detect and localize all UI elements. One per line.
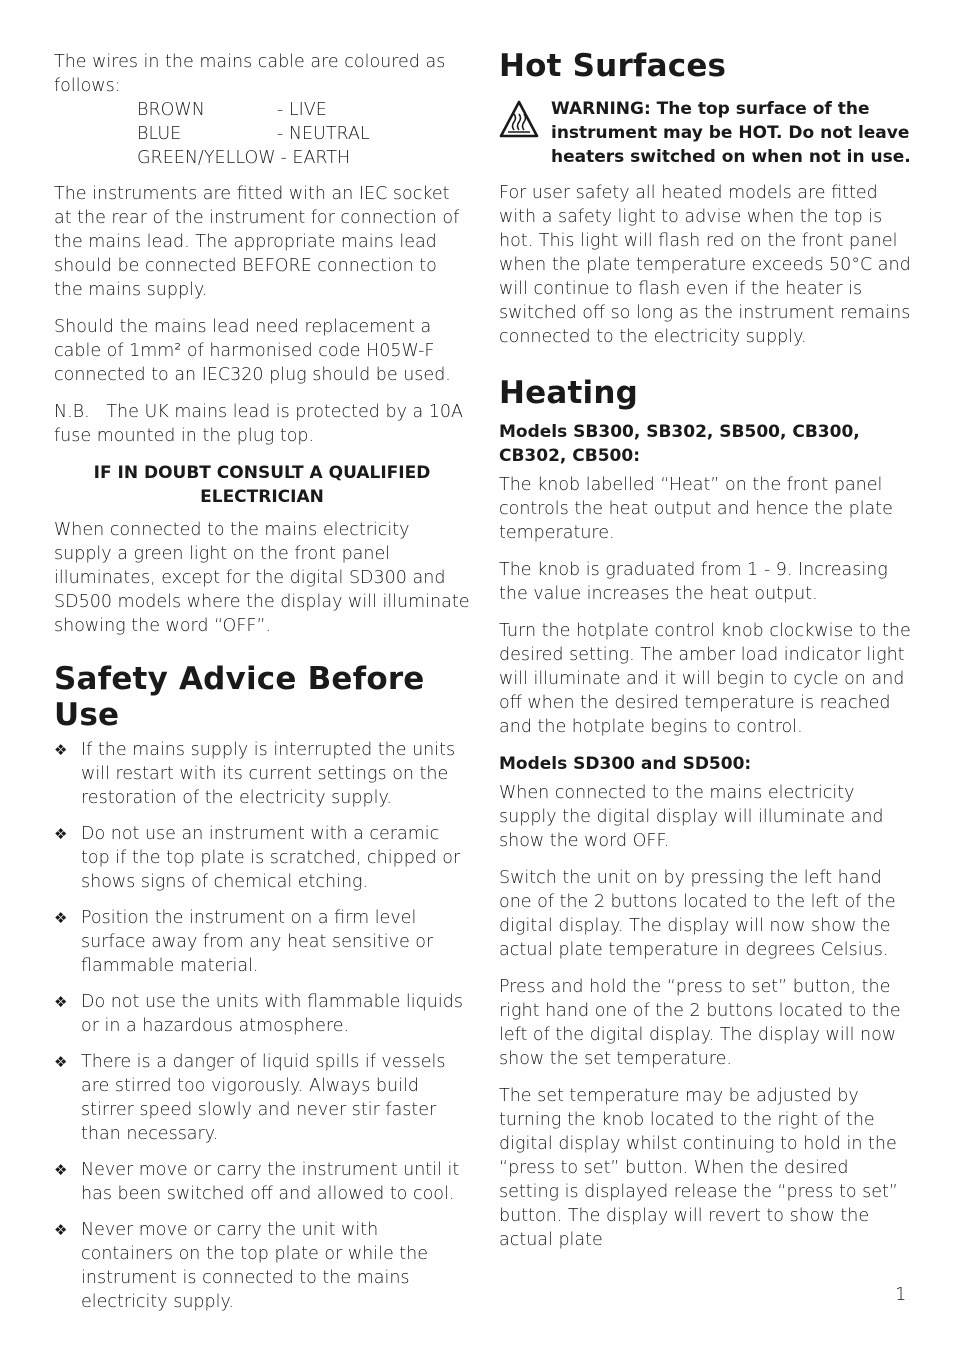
wires-intro: The wires in the mains cable are coloured as follows:: [54, 52, 446, 96]
safety-bullet-item: [54, 1218, 470, 1314]
bullet-diamond-icon: ❖: [54, 1161, 68, 1179]
safety-bullet-text: If the mains supply is interrupted the units will restart with its current settings on the restoration of the electricity supply.: [81, 740, 456, 808]
heat-knob-paragraph: The knob labelled “Heat” on the front panel controls the heat output and hence the plate temperature.: [499, 475, 893, 543]
turn-knob-paragraph: Turn the hotplate control knob clockwise to the desired setting. The amber load indicator light will illuminate and it will begin to cycle on and off when the desired temperature is reached and the hotplate begins to control.: [499, 621, 911, 737]
safety-bullet-list: [54, 738, 470, 1314]
safety-bullet-item: [54, 990, 470, 1038]
warning-text: WARNING: The top surface of the instrument may be HOT. Do not leave heaters switched on when not in use.: [551, 99, 911, 167]
wire-colour: BLUE: [137, 124, 182, 144]
wire-role: - LIVE: [277, 100, 327, 120]
iec-socket-paragraph: The instruments are fitted with an IEC socket at the rear of the instrument for connection of the mains lead. The appropriate mains lead should be connected BEFORE connection to the mains supply.: [54, 184, 460, 300]
safety-bullet-text: There is a danger of liquid spills if vessels are stirred too vigorously. Always build stirrer speed slowly and never stir faster than necessary.: [81, 1052, 446, 1144]
right-column: [499, 48, 913, 1265]
heating-heading: Heating: [499, 375, 638, 411]
left-column: [54, 50, 470, 1326]
warning-block: [499, 97, 913, 169]
digital-display-paragraph: When connected to the mains electricity supply the digital display will illuminate and show the word OFF.: [499, 783, 884, 851]
press-to-set-paragraph: Press and hold the “press to set” button, the right hand one of the 2 buttons located to the left of the digital display. The display will now show the set temperature.: [499, 977, 901, 1069]
hot-surfaces-heading: Hot Surfaces: [499, 48, 727, 84]
wire-row-brown: [137, 98, 470, 122]
bullet-diamond-icon: ❖: [54, 909, 68, 927]
safety-bullet-item: [54, 738, 470, 810]
safety-bullet-text: Position the instrument on a firm level surface away from any heat sensitive or flammable material.: [81, 908, 434, 976]
consult-electrician-notice: IF IN DOUBT CONSULT A QUALIFIED ELECTRICIAN: [93, 463, 431, 507]
bullet-diamond-icon: ❖: [54, 1221, 68, 1239]
wire-colour: GREEN/YELLOW: [137, 148, 276, 168]
safety-bullet-text: Do not use the units with flammable liquids or in a hazardous atmosphere.: [81, 992, 463, 1036]
wire-role: - EARTH: [280, 148, 351, 168]
wire-colour: BROWN: [137, 100, 205, 120]
adjust-temperature-paragraph: The set temperature may be adjusted by turning the knob located to the right of the digital display whilst continuing to hold in the “press to set” button. When the desired setting is displayed release the “press to set” button. The display will revert to show the actual plate: [499, 1086, 898, 1250]
safety-bullet-item: [54, 1050, 470, 1146]
hot-surface-warning-icon: [499, 97, 551, 169]
safety-bullet-text: Do not use an instrument with a ceramic top if the top plate is scratched, chipped or shows signs of chemical etching.: [81, 824, 461, 892]
bullet-diamond-icon: ❖: [54, 825, 68, 843]
safety-bullet-text: Never move or carry the instrument until it has been switched off and allowed to cool.: [81, 1160, 460, 1204]
wire-role: - NEUTRAL: [277, 124, 370, 144]
bullet-diamond-icon: ❖: [54, 741, 68, 759]
switch-on-paragraph: Switch the unit on by pressing the left hand one of the 2 buttons located to the left of the digital display. The display will now show the actual plate temperature in degrees Celsius.: [499, 868, 896, 960]
bullet-diamond-icon: ❖: [54, 1053, 68, 1071]
safety-heading: Safety Advice Before Use: [54, 661, 425, 733]
page-number: 1: [895, 1284, 907, 1305]
safety-bullet-item: [54, 1158, 470, 1206]
safety-bullet-text: Never move or carry the unit with containers on the top plate or while the instrument is connected to the mains electricity supply.: [81, 1220, 429, 1312]
green-light-paragraph: When connected to the mains electricity supply a green light on the front panel illuminates, except for the digital SD300 and SD500 models where the display will illuminate showing the word “OFF”.: [54, 520, 470, 636]
replacement-paragraph: Should the mains lead need replacement a cable of 1mm² of harmonised code H05W-F connected to an IEC320 plug should be used.: [54, 317, 451, 385]
wire-row-blue: [137, 122, 470, 146]
wire-row-green-yellow: [137, 146, 470, 170]
safety-light-paragraph: For user safety all heated models are fitted with a safety light to advise when the top is hot. This light will flash red on the front panel when the plate temperature exceeds 50°C and will continue to flash even if the heater is switched off so long as the instrument remains connected to the electricity supply.: [499, 183, 911, 347]
safety-bullet-item: [54, 822, 470, 894]
safety-bullet-item: [54, 906, 470, 978]
wire-colour-table: [137, 98, 470, 170]
models-sd-subheading: Models SD300 and SD500:: [499, 754, 752, 774]
graduated-paragraph: The knob is graduated from 1 - 9. Increasing the value increases the heat output.: [499, 560, 888, 604]
bullet-diamond-icon: ❖: [54, 993, 68, 1011]
fuse-note: N.B. The UK mains lead is protected by a 10A fuse mounted in the plug top.: [54, 402, 469, 446]
models-sb-cb-subheading: Models SB300, SB302, SB500, CB300, CB302, CB500:: [499, 422, 860, 466]
